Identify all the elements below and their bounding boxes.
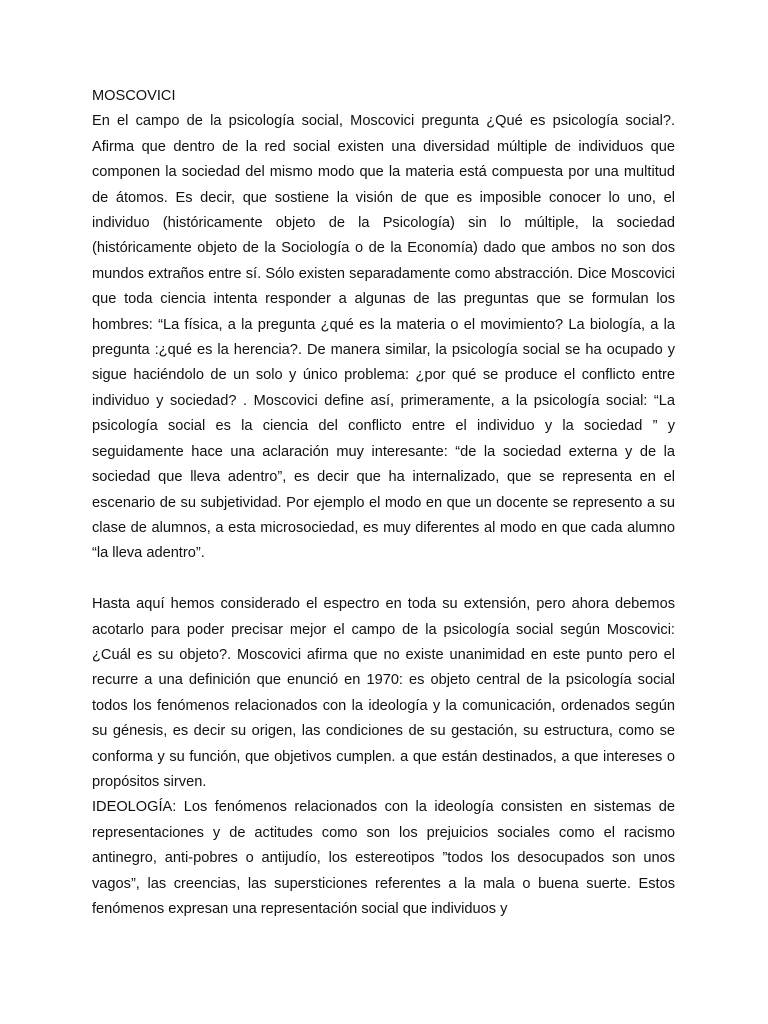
paragraph-spacer [92, 567, 675, 592]
document-heading: MOSCOVICI [92, 88, 176, 104]
paragraph-ideology: IDEOLOGÍA: Los fenómenos relacionados con la ideología consisten en sistemas de representaciones y de actitudes como son los prejuicios sociales como el racismo antinegro, anti-pobres o antijudío, los estereotipos ”todos los desocupados son unos vagos”, las creencias, las supersticiones referentes a la mala o buena suerte. Estos fenómenos expresan una representación social que individuos y [92, 799, 675, 917]
paragraph-object: Hasta aquí hemos considerado el espectro en toda su extensión, pero ahora debemos acotarlo para poder precisar mejor el campo de la psicología social según Moscovici: ¿Cuál es su objeto?. Moscovici afirma que no existe unanimidad en este punto pero el recurre a una definición que enunció en 1970: es objeto central de la psicología social todos los fenómenos relacionados con la ideología y la comunicación, ordenados según su génesis, es decir su origen, las condiciones de su gestación, su estructura, como se conforma y su función, que objetivos cumplen. a que están destinados, a que intereses o propósitos sirven. [92, 596, 675, 790]
document-page [92, 84, 675, 922]
paragraph-definition: En el campo de la psicología social, Moscovici pregunta ¿Qué es psicología social?. Afirma que dentro de la red social existen una diversidad múltiple de individuos que componen la sociedad del mismo modo que la materia está compuesta por una multitud de átomos. Es decir, que sostiene la visión de que es imposible conocer lo uno, el individuo (históricamente objeto de la Psicología) sin lo múltiple, la sociedad (históricamente objeto de la Sociología o de la Economía) dado que ambos no son dos mundos extraños entre sí. Sólo existen separadamente como abstracción. Dice Moscovici que toda ciencia intenta responder a algunas de las preguntas que se formulan los hombres: “La física, a la pregunta ¿qué es la materia o el movimiento? La biología, a la pregunta :¿qué es la herencia?. De manera similar, la psicología social se ha ocupado y sigue haciéndolo de un solo y único problema: ¿por qué se produce el conflicto entre individuo y sociedad? . Moscovici define así, primeramente, a la psicología social: “La psicología social es la ciencia del conflicto entre el individuo y la sociedad ” y seguidamente hace una aclaración muy interesante: “de la sociedad externa y de la sociedad que lleva adentro”, es decir que ha internalizado, que se representa en el escenario de su subjetividad. Por ejemplo el modo en que un docente se represento a su clase de alumnos, a esta microsociedad, es muy diferentes al modo en que cada alumno “la lleva adentro”. [92, 113, 675, 562]
